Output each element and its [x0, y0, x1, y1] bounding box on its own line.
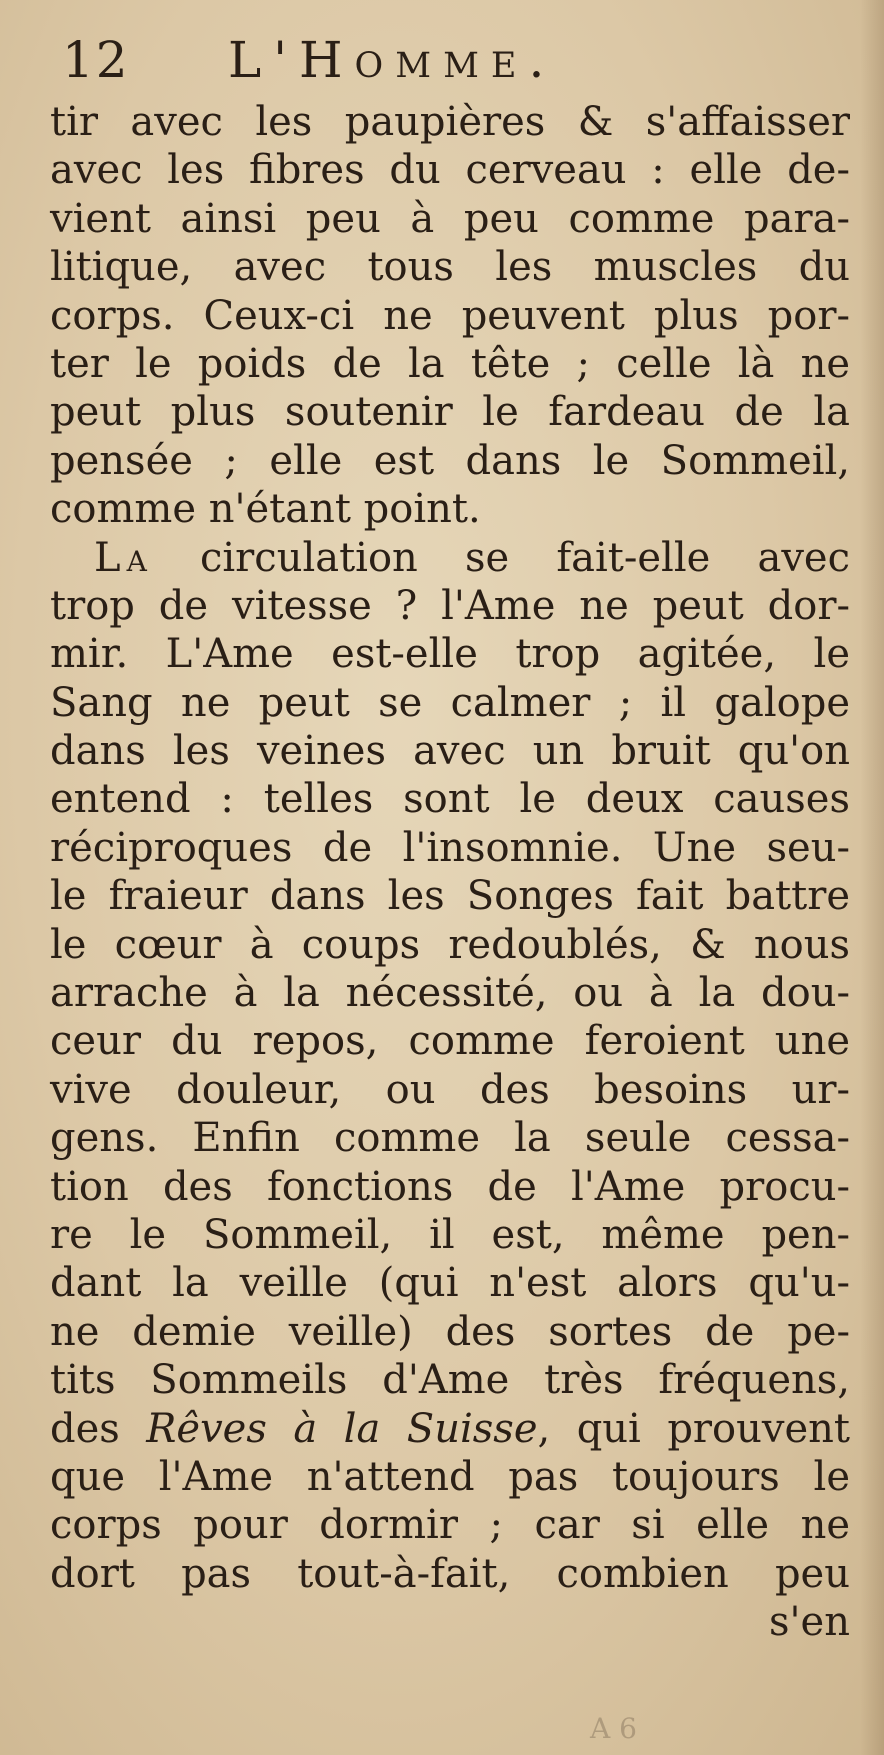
text-line: ne demie veille) des sortes de pe-	[50, 1308, 850, 1355]
page-number: 12	[62, 31, 130, 89]
text-line: dans les veines avec un bruit qu'on	[50, 728, 850, 775]
text-line: corps pour dormir ; car si elle ne	[50, 1502, 850, 1549]
text-line: réciproques de l'insomnie. Une seu-	[50, 824, 850, 871]
text-line: corps. Ceux-ci ne peuvent plus por-	[50, 292, 850, 339]
text-line: gens. Enfin comme la seule cessa-	[50, 1115, 850, 1162]
page-footer	[0, 1712, 884, 1752]
text-line: ter le poids de la tête ; celle là ne	[50, 340, 850, 387]
dropcap: La	[94, 534, 153, 581]
text-line: vient ainsi peu à peu comme para-	[50, 195, 850, 242]
text-line: que l'Ame n'attend pas toujours le	[50, 1453, 850, 1500]
text-line: litique, avec tous les muscles du	[50, 244, 850, 291]
text-line: dort pas tout-à-fait, combien peu	[50, 1550, 850, 1597]
text-line: peut plus soutenir le fardeau de la	[50, 389, 850, 436]
text-line-first	[50, 534, 850, 582]
body-text	[50, 98, 850, 1647]
text-line: trop de vitesse ? l'Ame ne peut dor-	[50, 582, 850, 629]
paragraph-2	[50, 534, 850, 1647]
text-line: le fraieur dans les Songes fait battre	[50, 873, 850, 920]
text-line: pensée ; elle est dans le Sommeil,	[50, 437, 850, 484]
italic-line-before: des	[50, 1405, 147, 1452]
text-line: dant la veille (qui n'est alors qu'u-	[50, 1260, 850, 1307]
text-line: tion des fonctions de l'Ame procu-	[50, 1163, 850, 1210]
first-line-rest: circulation se fait-elle avec	[152, 534, 850, 581]
text-line-italic	[50, 1405, 850, 1453]
italic-phrase: Rêves à la Suisse	[146, 1405, 538, 1452]
paragraph-1	[50, 98, 850, 534]
italic-line-after: , qui prouvent	[537, 1405, 851, 1452]
running-title: L'Homme.	[228, 31, 557, 89]
text-line: Sang ne peut se calmer ; il galope	[50, 679, 850, 726]
page-header	[62, 30, 822, 90]
signature-mark: A 6	[590, 1712, 637, 1745]
page-edge-shadow	[860, 0, 884, 1755]
text-line: ceur du repos, comme feroient une	[50, 1018, 850, 1065]
text-line: avec les fibres du cerveau : elle de-	[50, 147, 850, 194]
text-line: comme n'étant point.	[50, 486, 481, 533]
text-line: tir avec les paupières & s'affaisser	[50, 99, 850, 145]
text-line: mir. L'Ame est-elle trop agitée, le	[50, 631, 850, 678]
text-line: arrache à la nécessité, ou à la dou-	[50, 970, 850, 1017]
catchword: s'en	[769, 1599, 850, 1646]
text-line: tits Sommeils d'Ame très fréquens,	[50, 1357, 850, 1404]
text-line: le cœur à coups redoublés, & nous	[50, 921, 850, 968]
text-line: re le Sommeil, il est, même pen-	[50, 1211, 850, 1258]
text-line: vive douleur, ou des besoins ur-	[50, 1066, 850, 1113]
text-line: entend : telles sont le deux causes	[50, 776, 850, 823]
